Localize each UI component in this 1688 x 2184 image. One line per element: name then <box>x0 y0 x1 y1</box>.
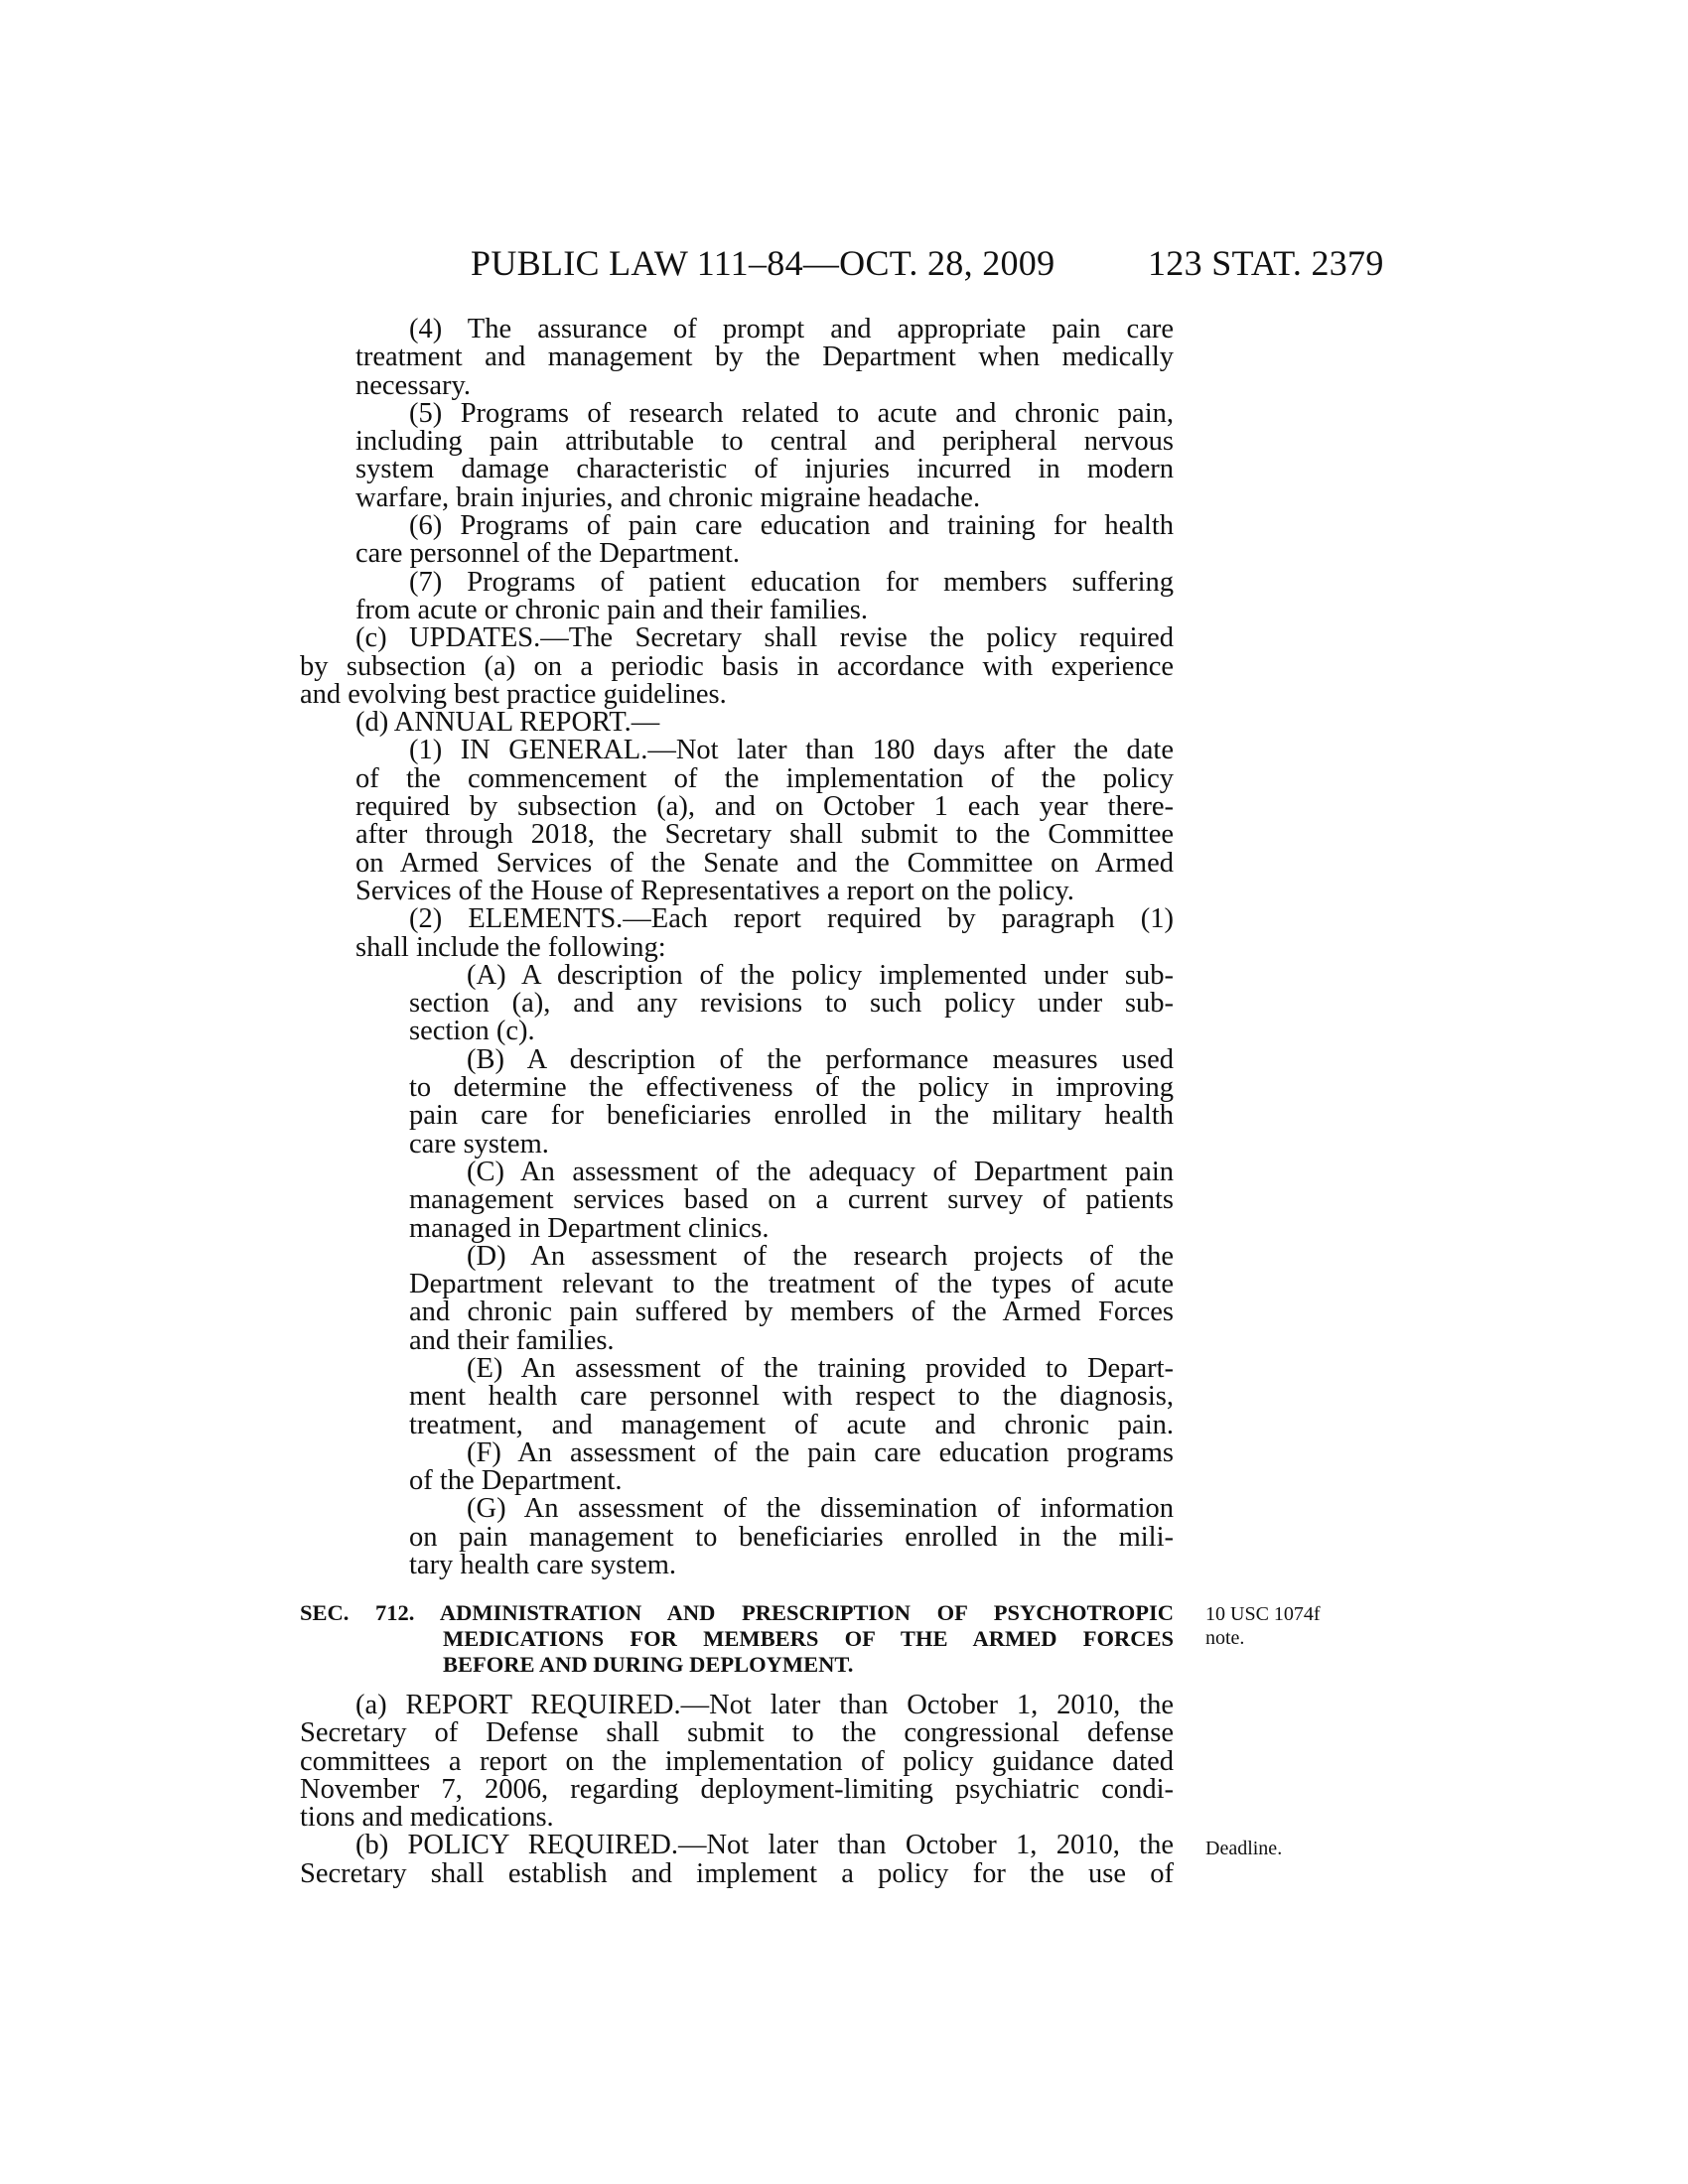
text-line: November 7, 2006, regarding deployment-limiting psychiatric condi- <box>300 1773 1174 1805</box>
text-line: section (a), and any revisions to such policy under sub- <box>409 988 1174 1020</box>
text-line: necessary. <box>355 369 472 401</box>
text-line: managed in Department clinics. <box>409 1212 770 1244</box>
text-line: committees a report on the implementation of policy guidance dated <box>300 1745 1174 1777</box>
text-line: (G) An assessment of the dissemination of information <box>467 1493 1174 1525</box>
section-heading-line: SEC. 712. ADMINISTRATION AND PRESCRIPTION OF PSYCHOTROPIC <box>300 1600 1174 1625</box>
text-line: (5) Programs of research related to acute and chronic pain, <box>409 397 1174 429</box>
text-line: Department relevant to the treatment of the types of acute <box>409 1269 1174 1300</box>
text-line: of the Department. <box>409 1465 623 1497</box>
text-line: treatment, and management of acute and chronic pain. <box>409 1409 1174 1440</box>
text-line: and their families. <box>409 1324 615 1356</box>
text-line: ment health care personnel with respect to the diagnosis, <box>409 1381 1174 1413</box>
text-line: tary health care system. <box>409 1550 677 1581</box>
text-line: (2) ELEMENTS.—Each report required by paragraph (1) <box>409 903 1174 935</box>
text-line: shall include the following: <box>355 931 666 963</box>
margin-note-usc-line: 10 USC 1074f <box>1205 1603 1321 1625</box>
margin-note-usc-line: note. <box>1205 1627 1245 1649</box>
text-line: (6) Programs of pain care education and training for health <box>409 510 1174 542</box>
running-head-stat-page: 123 STAT. 2379 <box>1148 243 1384 283</box>
text-line: (A) A description of the policy implemented under sub- <box>467 959 1174 991</box>
text-line: by subsection (a) on a periodic basis in accordance with experience <box>300 650 1174 682</box>
text-line: (F) An assessment of the pain care education programs <box>467 1436 1174 1468</box>
text-line: section (c). <box>409 1016 535 1047</box>
text-line: including pain attributable to central and peripheral nervous <box>355 426 1174 458</box>
section-heading-line: BEFORE AND DURING DEPLOYMENT. <box>443 1652 854 1677</box>
margin-note-deadline: Deadline. <box>1205 1838 1283 1859</box>
text-line: (b) POLICY REQUIRED.—Not later than October 1, 2010, the <box>355 1830 1174 1861</box>
text-line: (E) An assessment of the training provided to Depart- <box>467 1352 1174 1384</box>
text-line: (D) An assessment of the research projects of the <box>467 1240 1174 1272</box>
text-line: (1) IN GENERAL.—Not later than 180 days after the date <box>409 735 1174 766</box>
text-line: after through 2018, the Secretary shall submit to the Committee <box>355 819 1174 851</box>
text-line: Services of the House of Representatives a report on the policy. <box>355 875 1074 906</box>
text-line: (4) The assurance of prompt and appropriate pain care <box>409 314 1174 344</box>
text-line: management services based on a current survey of patients <box>409 1184 1174 1216</box>
text-line: (d) ANNUAL REPORT.— <box>355 707 660 739</box>
text-line: required by subsection (a), and on October 1 each year there- <box>355 791 1174 823</box>
text-line: of the commencement of the implementation of the policy <box>355 762 1174 794</box>
text-line: (7) Programs of patient education for members suffering <box>409 566 1174 598</box>
text-line: care personnel of the Department. <box>355 538 740 570</box>
section-heading <box>300 1600 1174 1678</box>
section-body-text <box>300 1692 1174 1888</box>
margin-note-usc-citation <box>1205 1602 1321 1650</box>
text-line: to determine the effectiveness of the policy in improving <box>409 1072 1174 1104</box>
running-head-title: PUBLIC LAW 111–84—OCT. 28, 2009 <box>471 243 1055 283</box>
text-line: and chronic pain suffered by members of the Armed Forces <box>409 1297 1174 1328</box>
text-line: from acute or chronic pain and their families. <box>355 594 868 625</box>
text-line: Secretary of Defense shall submit to the congressional defense <box>300 1717 1174 1749</box>
body-text <box>300 316 1174 1579</box>
text-line: (c) UPDATES.—The Secretary shall revise the policy required <box>355 622 1174 654</box>
text-line: warfare, brain injuries, and chronic migraine headache. <box>355 481 981 513</box>
text-line: Secretary shall establish and implement a policy for the use of <box>300 1857 1174 1889</box>
text-line: care system. <box>409 1128 549 1160</box>
text-line: on pain management to beneficiaries enrolled in the mili- <box>409 1521 1174 1553</box>
section-heading-line: MEDICATIONS FOR MEMBERS OF THE ARMED FORCES <box>443 1626 1174 1651</box>
text-line: on Armed Services of the Senate and the Committee on Armed <box>355 847 1174 879</box>
text-line: (a) REPORT REQUIRED.—Not later than October 1, 2010, the <box>355 1690 1174 1720</box>
text-line: (C) An assessment of the adequacy of Department pain <box>467 1156 1174 1187</box>
text-line: treatment and management by the Department when medically <box>355 341 1174 373</box>
text-line: tions and medications. <box>300 1802 554 1834</box>
text-line: pain care for beneficiaries enrolled in the military health <box>409 1100 1174 1132</box>
text-line: (B) A description of the performance measures used <box>467 1043 1174 1075</box>
text-line: system damage characteristic of injuries incurred in modern <box>355 454 1174 485</box>
text-line: and evolving best practice guidelines. <box>300 678 727 710</box>
